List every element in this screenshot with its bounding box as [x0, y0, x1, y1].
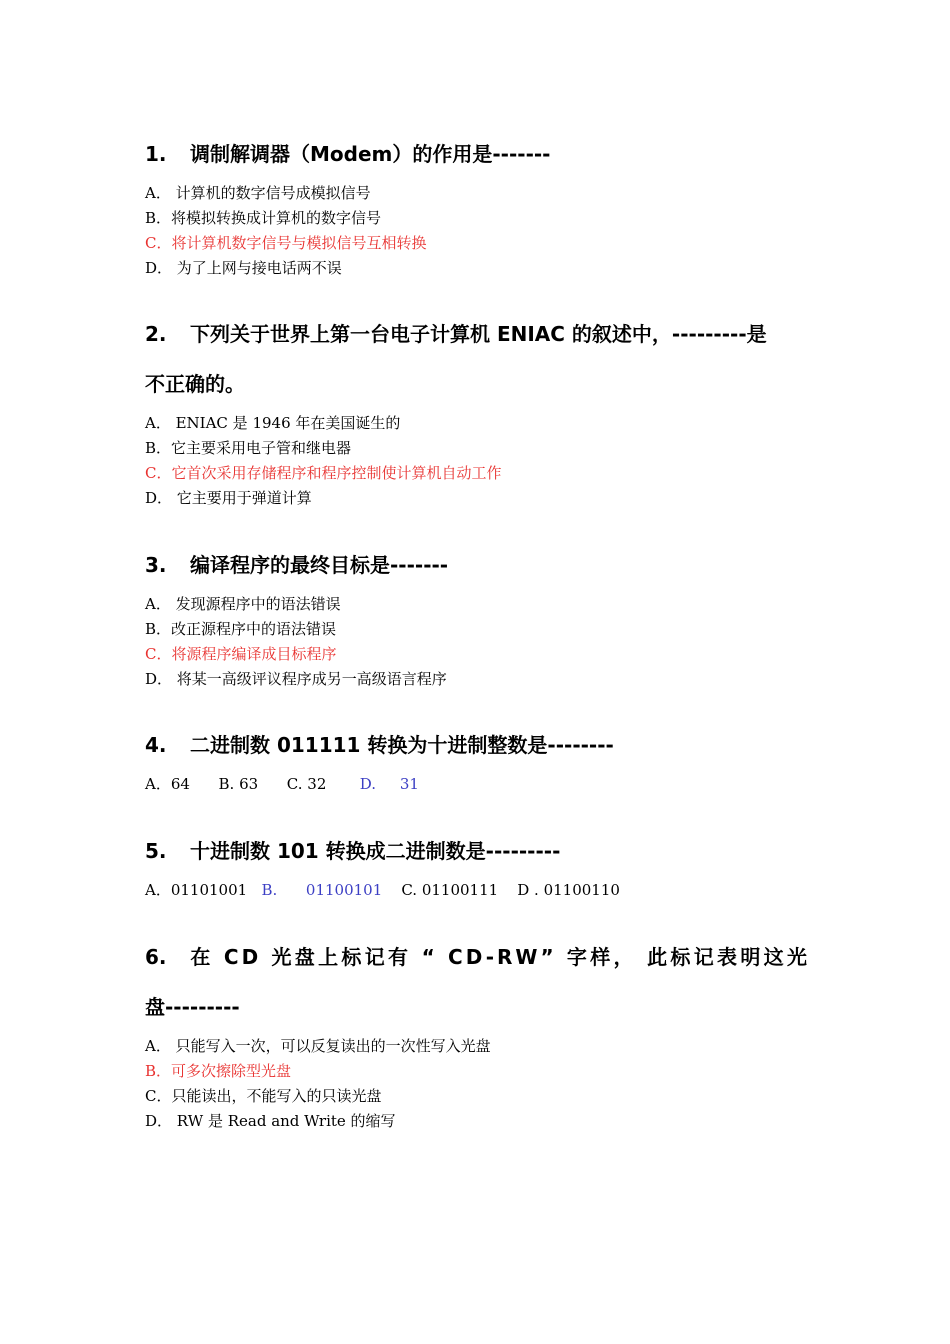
option-c: C．只能读出，不能写入的只读光盘 — [145, 1087, 382, 1105]
question-5 — [145, 826, 810, 903]
option-d: D． RW 是 Read and Write 的缩写 — [145, 1112, 396, 1130]
question-2 — [145, 309, 810, 511]
question-number: 4. — [145, 733, 167, 757]
option-b-answer-value: 01100101 — [305, 881, 383, 899]
question-1 — [145, 129, 810, 281]
question-text: 二进制数 011111 转换为十进制整数是-------- — [190, 733, 614, 757]
question-text-line1: 下列关于世界上第一台电子计算机 ENIAC 的叙述中，---------是 — [190, 322, 767, 346]
question-4 — [145, 720, 810, 797]
options-row — [145, 772, 810, 797]
option-d: D． 它主要用于弹道计算 — [145, 489, 312, 507]
question-title — [145, 932, 810, 982]
question-number: 2. — [145, 322, 167, 346]
question-title — [145, 309, 810, 359]
option-a: A． 计算机的数字信号成模拟信号 — [145, 184, 371, 202]
question-number: 6. — [145, 945, 167, 969]
question-title — [145, 826, 810, 876]
option-d-answer-letter: D. — [359, 775, 377, 793]
option-d: D . 01100110 — [517, 881, 620, 899]
question-title — [145, 129, 810, 179]
option-b-answer: B．可多次擦除型光盘 — [145, 1062, 292, 1080]
option-a: A． 只能写入一次，可以反复读出的一次性写入光盘 — [145, 1037, 491, 1055]
question-text-line2: 不正确的。 — [145, 372, 245, 396]
question-3 — [145, 540, 810, 692]
option-a: A．64 — [145, 775, 190, 793]
question-text: 编译程序的最终目标是------- — [190, 553, 449, 577]
option-b: B．改正源程序中的语法错误 — [145, 620, 337, 638]
option-c-answer: C．将源程序编译成目标程序 — [145, 645, 337, 663]
options-row — [145, 878, 810, 903]
question-number: 1. — [145, 142, 167, 166]
option-c: C. 01100111 — [401, 881, 499, 899]
question-title — [145, 720, 810, 770]
question-title — [145, 540, 810, 590]
option-b-answer-letter: B. — [261, 881, 278, 899]
question-6 — [145, 932, 810, 1134]
option-b: B. 63 — [218, 775, 259, 793]
option-d: D． 将某一高级评议程序成另一高级语言程序 — [145, 670, 447, 688]
question-text: 十进制数 101 转换成二进制数是--------- — [190, 839, 561, 863]
question-text-line1: 在 CD 光盘上标记有 “ CD-RW” 字样， 此标记表明这光 — [190, 945, 810, 969]
option-b: B．将模拟转换成计算机的数字信号 — [145, 209, 382, 227]
option-b: B．它主要采用电子管和继电器 — [145, 439, 352, 457]
option-d-answer-value: 31 — [399, 775, 419, 793]
option-a: A． 发现源程序中的语法错误 — [145, 595, 341, 613]
option-d: D． 为了上网与接电话两不误 — [145, 259, 342, 277]
option-c-answer: C．它首次采用存储程序和程序控制使计算机自动工作 — [145, 464, 502, 482]
question-number: 3. — [145, 553, 167, 577]
option-a: A． ENIAC 是 1946 年在美国诞生的 — [145, 414, 401, 432]
option-a: A．01101001 — [145, 881, 248, 899]
question-number: 5. — [145, 839, 167, 863]
question-text-line2: 盘--------- — [145, 995, 240, 1019]
option-c-answer: C．将计算机数字信号与模拟信号互相转换 — [145, 234, 427, 252]
option-c: C. 32 — [286, 775, 327, 793]
question-text: 调制解调器（Modem）的作用是------- — [190, 142, 551, 166]
